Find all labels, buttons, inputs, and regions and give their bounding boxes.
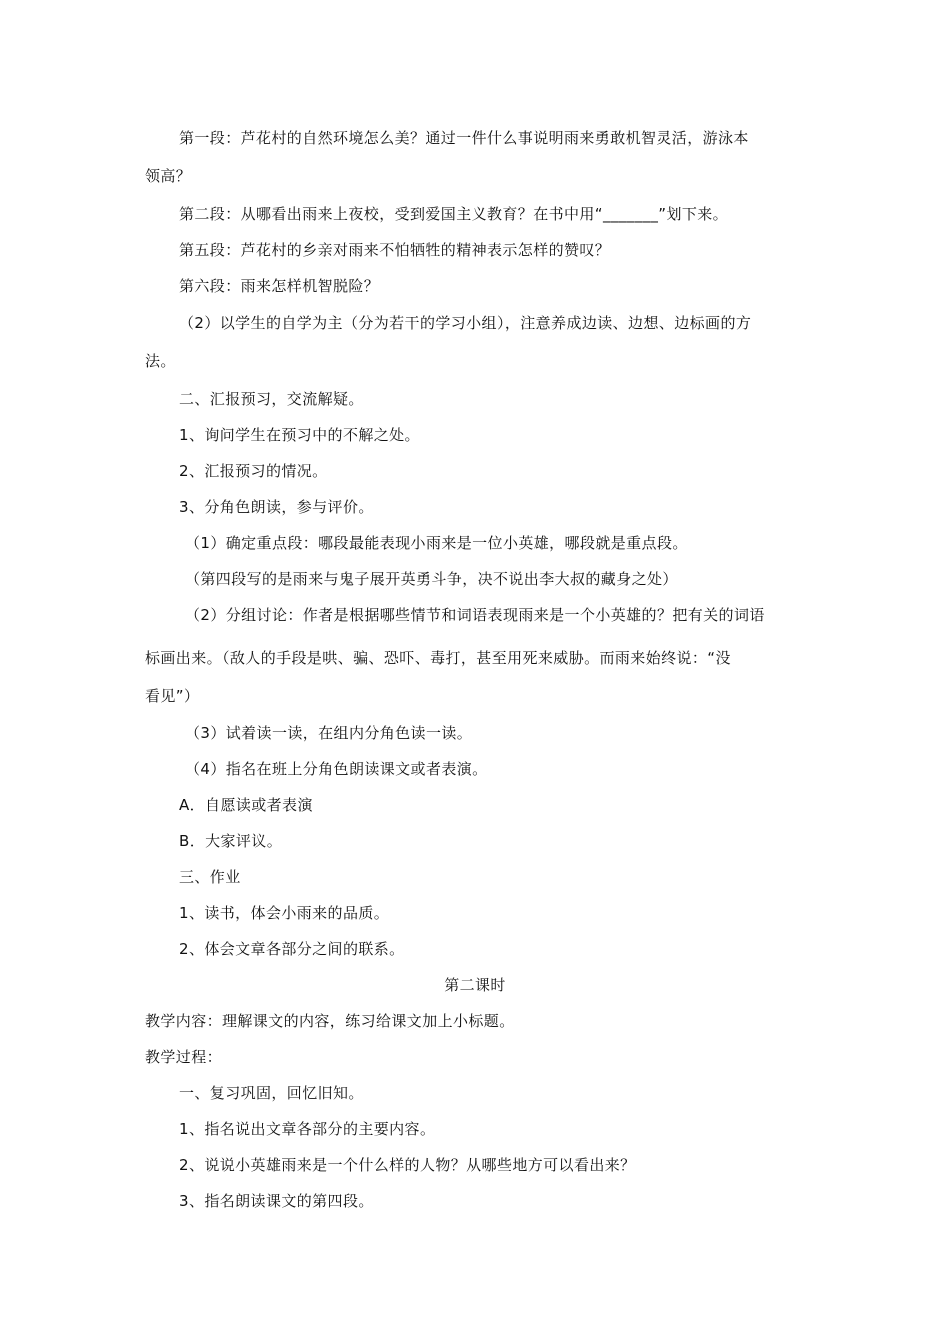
section-heading: 二、汇报预习，交流解疑。 (179, 390, 364, 408)
paragraph-line: 1、询问学生在预习中的不解之处。 (179, 426, 420, 444)
paragraph-line: 第一段：芦花村的自然环境怎么美？通过一件什么事说明雨来勇敢机智灵活，游泳本 (179, 129, 749, 147)
paragraph-line: 第六段：雨来怎样机智脱险？ (179, 277, 380, 295)
paragraph-line: B．大家评议。 (179, 832, 283, 850)
paragraph-line: （4）指名在班上分角色朗读课文或者表演。 (185, 760, 488, 778)
lesson-title: 第二课时 (444, 976, 506, 994)
section-heading: 三、作业 (179, 868, 241, 886)
paragraph-line: 2、体会文章各部分之间的联系。 (179, 940, 405, 958)
paragraph-line: （2）以学生的自学为主（分为若干的学习小组），注意养成边读、边想、边标画的方 (179, 314, 752, 332)
paragraph-line: 1、读书，体会小雨来的品质。 (179, 904, 390, 922)
paragraph-line: （第四段写的是雨来与鬼子展开英勇斗争，决不说出李大叔的藏身之处） (185, 570, 678, 588)
paragraph-line: 第五段：芦花村的乡亲对雨来不怕牺牲的精神表示怎样的赞叹？ (179, 241, 611, 259)
section-heading: 一、复习巩固，回忆旧知。 (179, 1084, 364, 1102)
paragraph-line: 法。 (145, 352, 176, 370)
paragraph-line: 第二段：从哪看出雨来上夜校，受到爱国主义教育？在书中用“_______”划下来。 (179, 205, 729, 223)
paragraph-line: 3、指名朗读课文的第四段。 (179, 1192, 374, 1210)
paragraph-line: （1）确定重点段：哪段最能表现小雨来是一位小英雄，哪段就是重点段。 (185, 534, 688, 552)
paragraph-line: A．自愿读或者表演 (179, 796, 313, 814)
paragraph-line: 2、汇报预习的情况。 (179, 462, 328, 480)
paragraph-line: 3、分角色朗读，参与评价。 (179, 498, 374, 516)
paragraph-line: 看见”） (145, 687, 200, 705)
paragraph-line: 标画出来。（敌人的手段是哄、骗、恐吓、毒打，甚至用死来威胁。而雨来始终说：“没 (145, 649, 731, 667)
paragraph-line: 教学过程： (145, 1048, 223, 1066)
paragraph-line: （3）试着读一读，在组内分角色读一读。 (185, 724, 473, 742)
paragraph-line: （2）分组讨论：作者是根据哪些情节和词语表现雨来是一个小英雄的？把有关的词语 (185, 606, 765, 624)
paragraph-line: 领高？ (145, 167, 192, 185)
paragraph-line: 1、指名说出文章各部分的主要内容。 (179, 1120, 436, 1138)
paragraph-line: 2、说说小英雄雨来是一个什么样的人物？从哪些地方可以看出来？ (179, 1156, 636, 1174)
paragraph-line: 教学内容：理解课文的内容，练习给课文加上小标题。 (145, 1012, 515, 1030)
